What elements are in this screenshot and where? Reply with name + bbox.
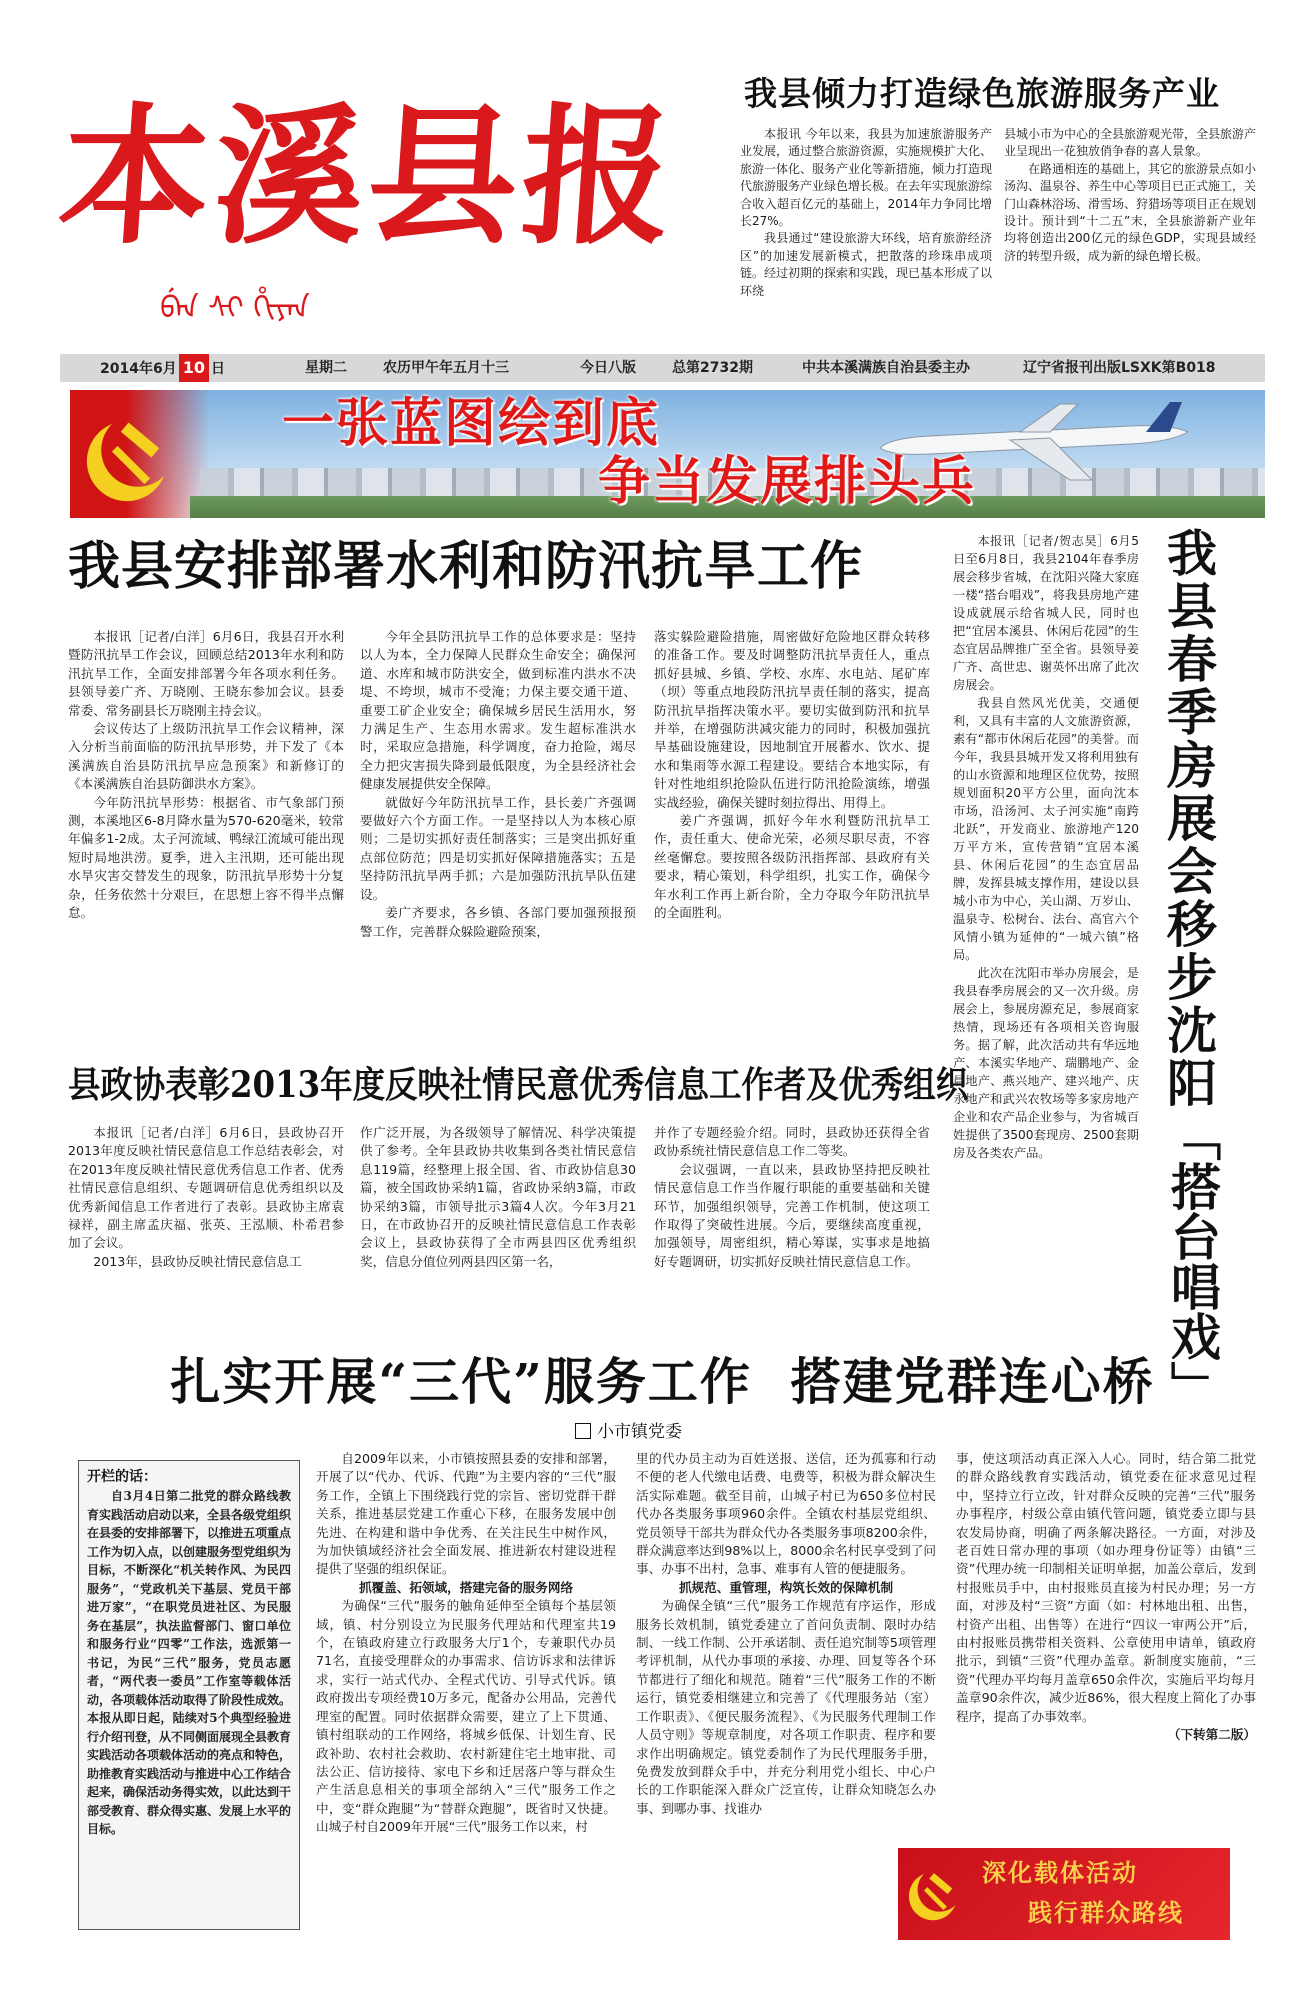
hammer-sickle-icon <box>906 1862 966 1922</box>
expo-headline <box>1152 525 1232 1411</box>
flood-headline: 我县安排部署水利和防汛抗旱工作 <box>68 537 864 597</box>
expo-para-2: 我县自然风光优美，交通便利，又具有丰富的人文旅游资源，素有“都市休闲后花园”的美誉。而今年，我县县城开发又将利用独有的山水资源和地理区位优势，按照规划面积20平方公里，面向沈本市场，沿汤河、太子河实施“南跨北跃”，开发商业、旅游地产120万平方米，宣传营销“宜居本溪县、休闲后花园”的生态宜居品牌，发挥县城支撑作用，建设以县城小市为中心，关山湖、万岁山、温泉寺、松树台、法台、高官六个风情小镇为延伸的“一城六镇”格局。 <box>953 696 1139 962</box>
dateline-bar <box>60 354 1265 382</box>
flood-column-1 <box>68 628 344 923</box>
cppcc-para-5: 会议强调，一直以来，县政协坚持把反映社情民意信息工作当作履行职能的重要基础和关键环节，加强组织领导，完善工作机制，使这项工作取得了突破性进展。今后，要继续高度重视，加强领导，周密组织，精心筹谋，实事求是地搞好专题调研，切实抓好反映社情民意信息工作。 <box>654 1161 930 1269</box>
expo-para-3: 此次在沈阳市举办房展会，是我县春季房展会的又一次升级。房展会上，参展房源充足，参展商家热情，现场还有各项相关咨询服务。据了解，此次活动共有华远地产、本溪实华地产、瑞鹏地产、金晨地产、燕兴地产、建兴地产、庆永地产和武兴农牧场等多家房地产企业和农产品企业参与，为省城百姓提供了3500套现房、2500套期房及各类农产品。 <box>953 966 1139 1160</box>
cppcc-para-1: 本报讯［记者/白洋］6月6日，县政协召开2013年度反映社情民意信息工作总结表彰会，对在2013年度反映社情民意优秀信息工作者、优秀社情民意信息组织、专题调研信息优秀组织以及优秀新闻信息工作者进行了表彰。县政协主席袁禄祥，副主席孟庆福、张英、王泓顺、朴希君参加了会议。 <box>68 1125 344 1251</box>
dateline-issue: 总第2732期 <box>672 360 753 376</box>
expo-headline-char: 展 <box>1167 790 1217 848</box>
sandai-column-3 <box>956 1450 1256 1745</box>
expo-headline-char: 步 <box>1167 949 1217 1007</box>
tourism-column-1 <box>740 126 992 300</box>
expo-headline-char: 移 <box>1167 896 1217 954</box>
tourism-column-2 <box>1004 126 1256 265</box>
cppcc-para-2: 2013年，县政协反映社情民意信息工 <box>93 1253 302 1269</box>
flood-para-4: 今年全县防汛抗旱工作的总体要求是：坚持以人为本，全力保障人民群众生命安全；确保河道、水库和城市防洪安全，做到标准内洪水不决堤、不垮坝，城市不受淹；力保主要交通干道、重要工矿企业安全；确保城乡居民生活用水，努力满足生产、生态用水需求。发生超标准洪水时，采取应急措施，科学调度，奋力抢险，竭尽全力把灾害损失降到最低限度，为全县经济社会健康发展提供安全保障。 <box>360 629 636 792</box>
sandai-col2-para-2: 为确保全镇“三代”服务工作规范有序运作，形成服务长效机制，镇党委建立了首问负责制、限时办结制、一线工作制、公开承诺制、责任追究制等5项管理考评机制，从代办事项的承接、办理、回复等各个环节都进行了细化和规范。随着“三代”服务工作的不断运行，镇党委相继建立和完善了《代理服务站（室）工作职责》、《便民服务流程》、《为民服务代理制工作人员守则》等规章制度，对各项工作职责、程序和要求作出明确规定。镇党委制作了为民代理服务手册，免费发放到群众手中，并充分利用党小组长、中心户长的工作职能深入群众广泛宣传，让群众知晓怎么办事、到哪办事、找谁办 <box>636 1598 936 1816</box>
editor-note-text: 自3月4日第二批党的群众路线教育实践活动启动以来，全县各级党组织在县委的安排部署下，以推进五项重点工作为切入点，以创建服务型党组织为目标，不断深化“机关转作风、为民四服务”，“党政机关下基层、党员干部进万家”，“在职党员进社区、为民服务在基层”，执法监督部门、窗口单位和服务行业“四零”工作法，选派第一书记，为民“三代”服务，党员志愿者，“两代表一委员”工作室等载体活动，各项载体活动取得了阶段性成效。本报从即日起，陆续对5个典型经验进行介绍刊登，从不同侧面展现全县教育实践活动各项载体活动的亮点和特色，助推教育实践活动与推进中心工作结合起来，确保活动务得实效，以此达到干部受教育、群众得实惠、发展上水平的目标。 <box>87 1489 292 1836</box>
campaign-badge-line-1: 深化载体活动 <box>982 1858 1138 1887</box>
sandai-subheading-1: 抓覆盖、拓领域，搭建完备的服务网络 <box>358 1579 574 1595</box>
flood-para-5: 就做好今年防汛抗旱工作，县长姜广齐强调要做好六个方面工作。一是坚持以人为本核心原则；二是切实抓好责任制落实；三是突出抓好重点部位防范；四是切实抓好保障措施落实；五是坚持防汛抗旱两手抓；六是加强防汛抗旱队伍建设。 <box>360 794 636 902</box>
campaign-badge <box>898 1848 1230 1940</box>
dateline-lunar: 农历甲午年五月十三 <box>383 360 509 376</box>
sandai-column-2 <box>636 1450 936 1818</box>
editor-note-box <box>78 1460 300 1930</box>
cppcc-column-2 <box>360 1124 636 1271</box>
expo-headline-char: 春 <box>1167 631 1217 689</box>
dateline-pages: 今日八版 <box>580 360 636 376</box>
cppcc-column-1 <box>68 1124 344 1271</box>
cppcc-column-3 <box>654 1124 930 1271</box>
dateline-date-prefix: 2014年6月 <box>100 361 177 377</box>
campaign-badge-line-2: 践行群众路线 <box>1028 1898 1184 1927</box>
sandai-col2-para-1: 里的代办员主动为百姓送报、送信，还为孤寡和行动不便的老人代缴电话费、电费等，积极为群众解决生活实际难题。截至目前，山城子村已为650多位村民代办各类服务事项960余件。全镇农村基层党组织、党员领导干部共为群众代办各类服务事项8200余件，群众满意率达到98%以上，8000余名村民享受到了问事、办事不出村，急事、难事有人管的便捷服务。 <box>636 1451 936 1577</box>
flood-para-2: 会议传达了上级防汛抗旱工作会议精神，深入分析当前面临的防汛抗旱形势，并下发了《本溪满族自治县防汛抗旱应急预案》和新修订的《本溪满族自治县防御洪水方案》。 <box>68 721 344 792</box>
banner <box>70 390 1265 518</box>
sandai-continued-note: （下转第二版） <box>1167 1727 1256 1743</box>
flood-para-1: 本报讯［记者/白洋］6月6日，我县召开水利暨防汛抗旱工作会议，回顾总结2013年水利和防汛抗旱工作，全面安排部署今年各项水利任务。县领导姜广齐、万晓刚、王晓东参加会议。县委常委、常务副县长万晓刚主持会议。 <box>68 629 344 718</box>
banner-slogan-2: 争当发展排头兵 <box>598 452 977 512</box>
cppcc-para-4: 并作了专题经验介绍。同时，县政协还获得全省政协系统社情民意信息工作二等奖。 <box>654 1125 930 1159</box>
expo-headline-char: 沈 <box>1167 1002 1217 1060</box>
expo-headline-tail: 「搭台唱戏」 <box>1163 1111 1221 1411</box>
flood-para-3: 今年防汛抗旱形势：根据省、市气象部门预测，本溪地区6-8月降水量为570-620毫米，较常年偏多1-2成。太子河流域、鸭绿江流域可能出现短时局地洪涝。夏季，进入主汛期，还可能出现水旱灾害交替发生的现象，防汛抗旱形势十分复杂，任务依然十分艰巨，在思想上容不得半点懈怠。 <box>68 794 344 921</box>
sandai-subheading-2: 抓规范、重管理，构筑长效的保障机制 <box>678 1579 894 1595</box>
sandai-col1-para-2: 为确保“三代”服务的触角延伸至全镇每个基层领域，镇、村分别设立为民服务代理站和代理室共19个，在镇政府建立行政服务大厅1个，专兼职代办员71名，直接受理群众的办事需求、信访诉求和法律诉求，实行一站式代办、全程式代访、引导式代诉。镇政府拨出专项经费10万多元，配备办公用品，完善代理室的配置。同时依据群众需要，建立了上下贯通、镇村组联动的工作网络，将城乡低保、计划生育、民政补助、农村社会救助、农村新建住宅土地审批、司法公正、信访接待、家电下乡和迁居落户等与群众生产生活息息相关的事项全部纳入“三代”服务工作之中，变“群众跑腿”为“替群众跑腿”，既省时又快捷。山城子村自2009年开展“三代”服务工作以来，村 <box>316 1598 616 1835</box>
dateline-sponsor: 中共本溪满族自治县委主办 <box>802 360 970 376</box>
flood-column-2 <box>360 628 636 941</box>
hammer-sickle-icon <box>82 404 182 504</box>
dateline-date-suffix: 日 <box>210 361 225 377</box>
sandai-byline-text: 小市镇党委 <box>597 1422 682 1442</box>
masthead-title: 本溪县报 <box>53 89 683 265</box>
tourism-headline: 我县倾力打造绿色旅游服务产业 <box>744 74 1220 113</box>
tourism-para-4: 在路通相连的基础上，其它的旅游景点如小汤沟、温泉谷、养生中心等项目已正式施工，关门山森林浴场、滑雪场、狩猎场等项目正在规划设计。预计到“十二五”末，全县旅游新产业年均将创造出200亿元的绿色GDP，实现县域经济的转型升级，成为新的绿色增长极。 <box>1004 161 1257 263</box>
byline-box-icon <box>575 1423 591 1439</box>
tourism-para-2: 我县通过“建设旅游大环线，培育旅游经济区”的加速发展新模式，把散落的珍珠串成项链。经过初期的探索和实践，现已基本形成了以环绕 <box>740 231 993 298</box>
tourism-para-1: 本报讯 今年以来，我县为加速旅游服务产业发展，通过整合旅游资源，实施规模扩大化、旅游一体化、服务产业化等新措施，倾力打造现代旅游服务产业绿色增长极。在去年实现旅游综合收入超百亿元的基础上，2014年力争同比增长27%。 <box>740 127 993 229</box>
flood-para-6: 姜广齐要求，各乡镇、各部门要加强预报预警工作，完善群众躲险避险预案， <box>360 905 636 939</box>
sandai-col3-para-1: 事，使这项活动真正深入人心。同时，结合第二批党的群众路线教育实践活动，镇党委在征求意见过程中，坚持立行立改，针对群众反映的完善“三代”服务办事程序，村级公章由镇代管问题，镇党委立即与县农发局协商，明确了两条解决路径。一方面，对涉及老百姓日常办理的事项（如办理身份证等）由镇“三资”代理办统一印制相关证明单据，加盖公章后，发到村报账员手中，由村报账员直接为村民办理；另一方面，对涉及村“三资”方面（如：村林地出租、出售，村资产出租、出售等）在进行“四议一审两公开”后，由村报账员携带相关资料、公章使用申请单，镇政府批示，到镇“三资”代理办盖章。新制度实施前，“三资”代理办平均每月盖章650余件次，实施后平均每月盖章90余件次，减少近86%，很大程度上简化了办事程序，提高了办事效率。 <box>956 1451 1256 1724</box>
flood-para-7: 落实躲险避险措施，周密做好危险地区群众转移的准备工作。要及时调整防汛抗旱责任人，重点抓好县城、乡镇、学校、水库、水电站、尾矿库（坝）等重点地段防汛抗旱责任制的落实，提高防汛抗旱指挥决策水平。要切实做到防汛和抗旱并举，在增强防洪减灾能力的同时，积极加强抗旱基础设施建设，因地制宜开展蓄水、饮水、提水和集雨等水源工程建设。要结合本地实际，有针对性地组织抢险队伍进行防汛抢险演练，增强实战经验，确保关键时刻拉得出、用得上。 <box>654 629 930 810</box>
expo-headline-char: 季 <box>1167 684 1217 742</box>
expo-headline-char: 会 <box>1167 843 1217 901</box>
flood-column-3 <box>654 628 930 923</box>
expo-headline-char: 县 <box>1167 578 1217 636</box>
sandai-column-1 <box>316 1450 616 1837</box>
cppcc-para-3: 作广泛开展，为各级领导了解情况、科学决策提供了参考。全年县政协共收集到各类社情民意信息119篇，经整理上报全国、省、市政协信息30篇，被全国政协采纳1篇，省政协采纳3篇，市政协采纳3篇，市领导批示3篇4人次。今年3月21日，在市政协召开的反映社情民意信息工作表彰会议上，县政协获得了全市两县四区优秀组织奖，信息分值位列两县四区第一名， <box>360 1125 636 1269</box>
flood-para-8: 姜广齐强调，抓好今年水利暨防汛抗旱工作，责任重大、使命光荣，必须尽职尽责，不容丝毫懈怠。要按照各级防汛指挥部、县政府有关要求，精心策划，科学组织，扎实工作，确保今年水利工作再上新台阶，全力夺取今年防汛抗旱的全面胜利。 <box>654 813 930 921</box>
expo-headline-char: 我 <box>1167 525 1217 583</box>
dateline-day: 10 <box>179 354 209 382</box>
sandai-headline: 扎实开展“三代”服务工作 搭建党群连心桥 <box>170 1352 1155 1411</box>
expo-para-1: 本报讯［记者/贺志昊］6月5日至6月8日，我县2104年春季房展会移步省城，在沈阳兴隆大家庭一楼“搭台唱戏”，将我县房地产建设成就展示给省城人民，同时也把“宜居本溪县、休闲后花园”的生态宜居品牌推广至全省。县领导姜广齐、高世忠、谢英怀出席了此次房展会。 <box>953 534 1139 692</box>
editor-note-title: 开栏的话： <box>87 1469 157 1485</box>
expo-headline-char: 阳 <box>1167 1055 1217 1113</box>
masthead <box>53 89 710 326</box>
expo-headline-chars <box>1152 525 1232 1113</box>
expo-headline-char: 房 <box>1167 737 1217 795</box>
dateline-license: 辽宁省报刊出版LSXK第B018 <box>1023 360 1216 376</box>
sandai-byline <box>575 1420 775 1444</box>
cppcc-headline: 县政协表彰2013年度反映社情民意优秀信息工作者及优秀组织 <box>68 1064 969 1106</box>
banner-slogan-1: 一张蓝图绘到底 <box>282 394 661 454</box>
expo-column <box>953 532 1139 1162</box>
tourism-para-3: 县城小市为中心的全县旅游观光带，全县旅游产业呈现出一花独放俏争春的喜人景象。 <box>1004 127 1257 159</box>
masthead-manchu-script: ᠪᡝᠨ ᠰᡳ ᡥᡳᠶᠠᠨ <box>160 291 310 326</box>
dateline-weekday: 星期二 <box>305 360 347 376</box>
sandai-col1-para-1: 自2009年以来，小市镇按照县委的安排和部署，开展了以“代办、代诉、代跑”为主要内容的“三代”服务工作，全镇上下围绕践行党的宗旨、密切党群干群关系，推进基层党建工作重心下移，在服务发展中创先进、在构建和谐中争优秀、在关注民生中树作风，为加快镇域经济社会全面发展、推进新农村建设进程提供了坚强的组织保证。 <box>316 1451 616 1577</box>
